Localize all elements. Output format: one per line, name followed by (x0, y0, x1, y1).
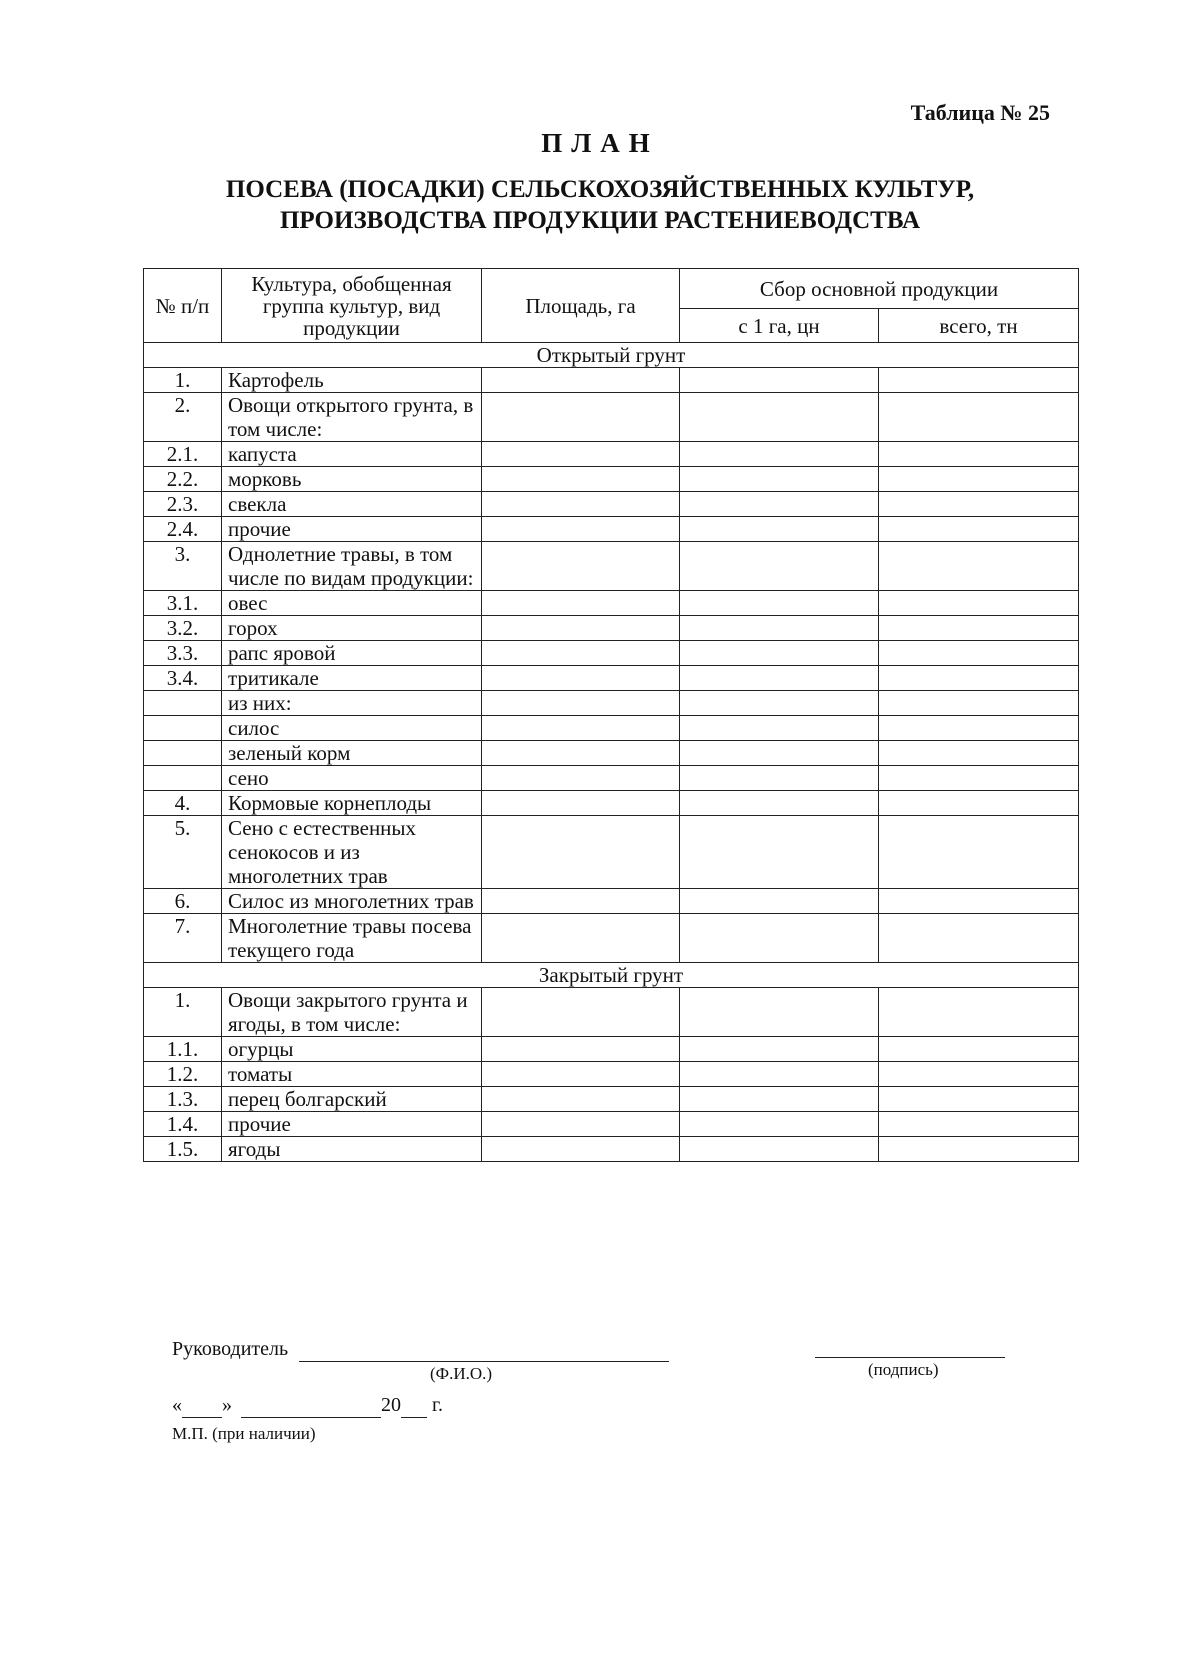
row-area-cell[interactable] (482, 1112, 680, 1137)
row-per-ha-cell[interactable] (680, 691, 879, 716)
row-total-cell[interactable] (879, 691, 1079, 716)
plan-table (143, 268, 1079, 1162)
table-row (144, 889, 1079, 914)
section-title: Закрытый грунт (144, 963, 1079, 988)
row-per-ha-cell[interactable] (680, 368, 879, 393)
row-total-cell[interactable] (879, 492, 1079, 517)
date-row (172, 1394, 443, 1418)
row-per-ha-cell[interactable] (680, 716, 879, 741)
row-culture: из них: (222, 691, 482, 716)
row-total-cell[interactable] (879, 816, 1079, 889)
table-row (144, 1062, 1079, 1087)
row-culture: огурцы (222, 1037, 482, 1062)
row-total-cell[interactable] (879, 914, 1079, 963)
row-number: 2.2. (144, 467, 222, 492)
fio-caption: (Ф.И.О.) (430, 1364, 493, 1383)
plan-table-body (144, 343, 1079, 1162)
row-culture: прочие (222, 517, 482, 542)
table-row (144, 914, 1079, 963)
month-line (241, 1394, 381, 1418)
row-area-cell[interactable] (482, 741, 680, 766)
row-culture: Овощи закрытого грунта и ягоды, в том числе: (222, 988, 482, 1037)
day-line (182, 1394, 222, 1418)
table-row (144, 591, 1079, 616)
table-number: Таблица № 25 (910, 100, 1050, 125)
row-per-ha-cell[interactable] (680, 542, 879, 591)
row-area-cell[interactable] (482, 542, 680, 591)
row-total-cell[interactable] (879, 889, 1079, 914)
row-total-cell[interactable] (879, 741, 1079, 766)
signature-caption: (подпись) (868, 1360, 939, 1379)
table-row (144, 1087, 1079, 1112)
row-per-ha-cell[interactable] (680, 741, 879, 766)
row-per-ha-cell[interactable] (680, 766, 879, 791)
row-number: 1.2. (144, 1062, 222, 1087)
row-per-ha-cell[interactable] (680, 791, 879, 816)
row-number: 1.3. (144, 1087, 222, 1112)
row-culture: Кормовые корнеплоды (222, 791, 482, 816)
table-row (144, 393, 1079, 442)
row-per-ha-cell[interactable] (680, 1112, 879, 1137)
table-row (144, 542, 1079, 591)
row-area-cell[interactable] (482, 1087, 680, 1112)
row-area-cell[interactable] (482, 641, 680, 666)
row-culture: перец болгарский (222, 1087, 482, 1112)
header-area: Площадь, га (482, 269, 680, 343)
row-total-cell[interactable] (879, 1037, 1079, 1062)
row-total-cell[interactable] (879, 666, 1079, 691)
row-area-cell[interactable] (482, 691, 680, 716)
row-per-ha-cell[interactable] (680, 591, 879, 616)
row-number: 2. (144, 393, 222, 442)
row-number: 4. (144, 791, 222, 816)
row-per-ha-cell[interactable] (680, 517, 879, 542)
row-culture: морковь (222, 467, 482, 492)
row-culture: Однолетние травы, в том числе по видам продукции: (222, 542, 482, 591)
plan-title: ПЛАН (541, 128, 659, 158)
row-per-ha-cell[interactable] (680, 467, 879, 492)
row-area-cell[interactable] (482, 442, 680, 467)
row-culture: горох (222, 616, 482, 641)
header-per-ha: с 1 га, цн (680, 309, 879, 343)
row-culture: сено (222, 766, 482, 791)
row-number (144, 741, 222, 766)
row-culture: томаты (222, 1062, 482, 1087)
subtitle-line-1: ПОСЕВА (ПОСАДКИ) СЕЛЬСКОХОЗЯЙСТВЕННЫХ КУЛЬТУР, (225, 176, 975, 203)
row-culture: овес (222, 591, 482, 616)
row-total-cell[interactable] (879, 467, 1079, 492)
row-total-cell[interactable] (879, 393, 1079, 442)
row-area-cell[interactable] (482, 1137, 680, 1162)
row-number (144, 766, 222, 791)
row-total-cell[interactable] (879, 1087, 1079, 1112)
row-number: 3.1. (144, 591, 222, 616)
row-number: 1.4. (144, 1112, 222, 1137)
row-number: 3.2. (144, 616, 222, 641)
row-number: 7. (144, 914, 222, 963)
fio-line (299, 1338, 669, 1362)
table-row (144, 1037, 1079, 1062)
row-number: 6. (144, 889, 222, 914)
row-number: 1. (144, 988, 222, 1037)
row-area-cell[interactable] (482, 816, 680, 889)
row-per-ha-cell[interactable] (680, 442, 879, 467)
table-row (144, 616, 1079, 641)
row-culture: рапс яровой (222, 641, 482, 666)
table-row (144, 368, 1079, 393)
row-area-cell[interactable] (482, 393, 680, 442)
table-row (144, 641, 1079, 666)
signature-line (815, 1334, 1005, 1358)
row-per-ha-cell[interactable] (680, 1062, 879, 1087)
table-row (144, 1137, 1079, 1162)
row-number: 2.4. (144, 517, 222, 542)
row-culture: Картофель (222, 368, 482, 393)
table-row (144, 467, 1079, 492)
table-row (144, 741, 1079, 766)
row-total-cell[interactable] (879, 591, 1079, 616)
row-area-cell[interactable] (482, 666, 680, 691)
row-per-ha-cell[interactable] (680, 616, 879, 641)
year-prefix: 20 (381, 1394, 401, 1416)
row-number: 3.3. (144, 641, 222, 666)
row-area-cell[interactable] (482, 791, 680, 816)
year-suffix: г. (432, 1394, 443, 1416)
row-culture: силос (222, 716, 482, 741)
header-culture: Культура, обобщенная группа культур, вид продукции (222, 269, 482, 343)
row-number: 1. (144, 368, 222, 393)
row-area-cell[interactable] (482, 1037, 680, 1062)
row-total-cell[interactable] (879, 542, 1079, 591)
row-number: 2.1. (144, 442, 222, 467)
row-culture: ягоды (222, 1137, 482, 1162)
table-row (144, 716, 1079, 741)
row-number: 2.3. (144, 492, 222, 517)
row-culture: Овощи открытого грунта, в том числе: (222, 393, 482, 442)
row-total-cell[interactable] (879, 766, 1079, 791)
row-total-cell[interactable] (879, 988, 1079, 1037)
row-culture: зеленый корм (222, 741, 482, 766)
table-row (144, 766, 1079, 791)
row-area-cell[interactable] (482, 988, 680, 1037)
table-row (144, 666, 1079, 691)
row-culture: Многолетние травы посева текущего года (222, 914, 482, 963)
section-row (144, 963, 1079, 988)
row-total-cell[interactable] (879, 641, 1079, 666)
row-per-ha-cell[interactable] (680, 1087, 879, 1112)
subtitle-line-2: ПРОИЗВОДСТВА ПРОДУКЦИИ РАСТЕНИЕВОДСТВА (279, 207, 920, 234)
row-per-ha-cell[interactable] (680, 889, 879, 914)
row-per-ha-cell[interactable] (680, 1137, 879, 1162)
row-total-cell[interactable] (879, 791, 1079, 816)
year-line (401, 1394, 427, 1418)
row-culture: тритикале (222, 666, 482, 691)
row-culture: Сено с естественных сенокосов и из многолетних трав (222, 816, 482, 889)
date-open-quote: « (172, 1394, 182, 1416)
row-number: 1.1. (144, 1037, 222, 1062)
row-total-cell[interactable] (879, 442, 1079, 467)
row-area-cell[interactable] (482, 914, 680, 963)
row-per-ha-cell[interactable] (680, 816, 879, 889)
row-number: 5. (144, 816, 222, 889)
section-row (144, 343, 1079, 368)
row-area-cell[interactable] (482, 517, 680, 542)
row-number: 3. (144, 542, 222, 591)
table-row (144, 691, 1079, 716)
header-harvest: Сбор основной продукции (680, 269, 1079, 309)
row-total-cell[interactable] (879, 716, 1079, 741)
row-per-ha-cell[interactable] (680, 641, 879, 666)
row-per-ha-cell[interactable] (680, 393, 879, 442)
section-title: Открытый грунт (144, 343, 1079, 368)
header-num: № п/п (144, 269, 222, 343)
row-area-cell[interactable] (482, 1062, 680, 1087)
row-per-ha-cell[interactable] (680, 492, 879, 517)
table-row (144, 492, 1079, 517)
table-row (144, 1112, 1079, 1137)
table-row (144, 791, 1079, 816)
header-total: всего, тн (879, 309, 1079, 343)
row-number (144, 716, 222, 741)
row-area-cell[interactable] (482, 616, 680, 641)
row-total-cell[interactable] (879, 616, 1079, 641)
row-area-cell[interactable] (482, 889, 680, 914)
row-per-ha-cell[interactable] (680, 1037, 879, 1062)
table-row (144, 517, 1079, 542)
head-label: Руководитель (172, 1338, 289, 1360)
row-culture: свекла (222, 492, 482, 517)
row-area-cell[interactable] (482, 368, 680, 393)
stamp-note: М.П. (при наличии) (172, 1424, 316, 1443)
row-culture: капуста (222, 442, 482, 467)
row-per-ha-cell[interactable] (680, 666, 879, 691)
row-culture: прочие (222, 1112, 482, 1137)
row-number (144, 691, 222, 716)
row-culture: Силос из многолетних трав (222, 889, 482, 914)
row-total-cell[interactable] (879, 1062, 1079, 1087)
row-number: 1.5. (144, 1137, 222, 1162)
head-signature-row (172, 1338, 669, 1362)
row-total-cell[interactable] (879, 1137, 1079, 1162)
row-total-cell[interactable] (879, 1112, 1079, 1137)
table-row (144, 816, 1079, 889)
table-row (144, 988, 1079, 1037)
row-area-cell[interactable] (482, 467, 680, 492)
row-area-cell[interactable] (482, 492, 680, 517)
table-row (144, 442, 1079, 467)
row-number: 3.4. (144, 666, 222, 691)
date-close-quote: » (222, 1394, 232, 1416)
row-area-cell[interactable] (482, 716, 680, 741)
row-per-ha-cell[interactable] (680, 914, 879, 963)
row-per-ha-cell[interactable] (680, 988, 879, 1037)
row-area-cell[interactable] (482, 766, 680, 791)
row-area-cell[interactable] (482, 591, 680, 616)
document-subtitle (0, 174, 1200, 236)
row-total-cell[interactable] (879, 368, 1079, 393)
row-total-cell[interactable] (879, 517, 1079, 542)
